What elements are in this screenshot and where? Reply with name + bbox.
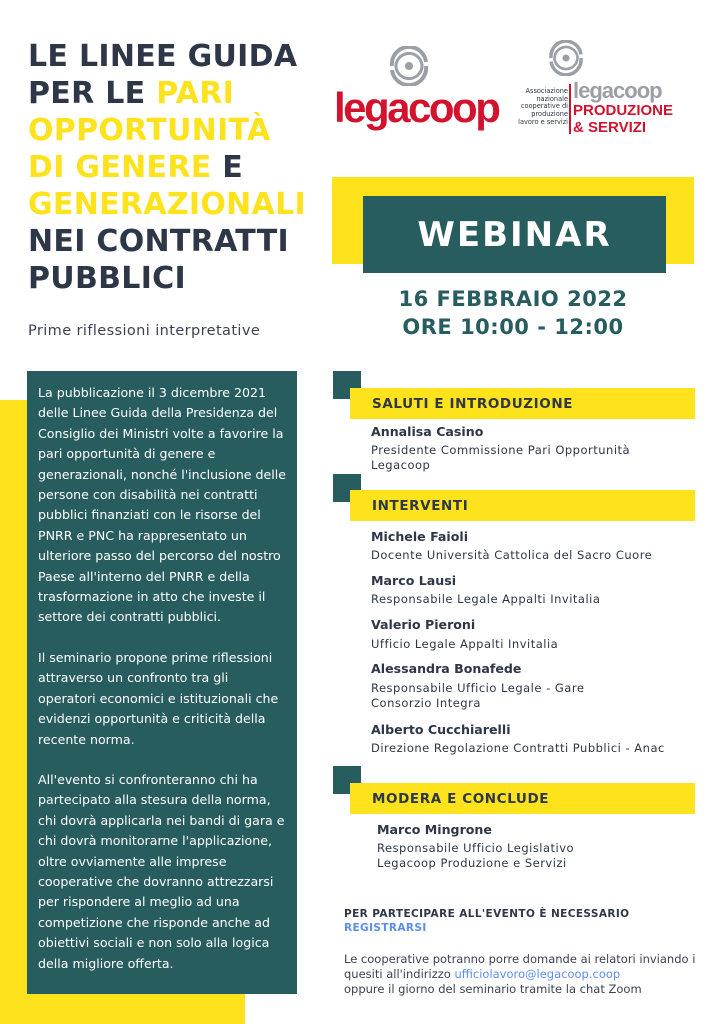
legacoop-ps-logo-produzione: PRODUZIONE & SERVIZI xyxy=(573,102,674,136)
title-line-4: DI GENERE E xyxy=(28,150,244,185)
speaker-name: Marco Mingrone xyxy=(377,822,492,837)
section-header-modera: MODERA E CONCLUDE xyxy=(350,783,695,814)
speaker-role: Direzione Regolazione Contratti Pubblici - Anac xyxy=(371,741,665,755)
legacoop-ps-swirl-icon xyxy=(544,40,588,76)
section-header-interventi: INTERVENTI xyxy=(350,490,695,521)
speaker-role: Responsabile Ufficio Legislativo Legacoop Produzione e Servizi xyxy=(377,841,575,870)
questions-note: Le cooperative potranno porre domande ai relatori inviando i quesiti all'indirizzo ufficiolavoro@legacoop.coop oppure il giorno del seminario tramite la chat Zoom xyxy=(344,952,696,996)
description-paragraph-3: All'evento si confronteranno chi ha partecipato alla stesura della norma, chi dovrà applicarla nei bandi di gara e chi dovrà monitorarne l'applicazione, oltre ovviamente alle imprese cooperative che dovranno attrezzarsi per rispondere al meglio ad una competizione che risponde anche ad obiettivi sociali e non solo alla logica della migliore offerta. xyxy=(38,771,285,971)
webinar-label: WEBINAR xyxy=(363,196,666,273)
speaker-role: Presidente Commissione Pari Opportunità Legacoop xyxy=(371,443,631,472)
speaker-name: Alberto Cucchiarelli xyxy=(371,722,511,737)
legacoop-swirl-icon xyxy=(384,46,434,86)
description-paragraph-1: La pubblicazione il 3 dicembre 2021 delle Linee Guida della Presidenza del Consiglio dei Ministri volte a favorire la pari opportunità di genere e generazionali, nonché l'inclusione delle persone con disabilità nei contratti pubblici finanziati con le risorse del PNRR e PNC ha rappresentato un ulteriore passo del percorso del nostro Paese all'interno del PNRR e della trasformazione in atto che investe il settore dei contratti pubblici. xyxy=(38,385,287,625)
speaker-name: Valerio Pieroni xyxy=(371,617,476,632)
section-header-saluti: SALUTI E INTRODUZIONE xyxy=(350,388,695,419)
title-line-3: OPPORTUNITÀ xyxy=(28,113,271,148)
speaker-role: Responsabile Ufficio Legale - Gare Consorzio Integra xyxy=(371,681,585,710)
event-datetime xyxy=(330,285,696,341)
title-line-6: NEI CONTRATTI xyxy=(28,224,289,259)
title-line-5: GENERAZIONALI xyxy=(28,187,306,222)
subtitle: Prime riflessioni interpretative xyxy=(28,323,261,339)
speaker-role: Ufficio Legale Appalti Invitalia xyxy=(371,637,559,651)
speaker-name: Annalisa Casino xyxy=(371,424,484,439)
speaker-name: Alessandra Bonafede xyxy=(371,661,522,676)
association-caption: Associazione nazionale cooperative di produzione lavoro e servizi xyxy=(518,87,568,126)
legacoop-ps-logo-word: legacoop xyxy=(573,78,662,103)
event-time: ORE 10:00 - 12:00 xyxy=(402,315,624,339)
event-date: 16 FEBBRAIO 2022 xyxy=(398,287,628,311)
description-text xyxy=(38,383,288,994)
speaker-name: Marco Lausi xyxy=(371,573,457,588)
speaker-role: Docente Università Cattolica del Sacro Cuore xyxy=(371,548,653,562)
description-paragraph-2: Il seminario propone prime riflessioni attraverso un confronto tra gli operatori economici e istituzionali che evidenzi opportunità e criticità della recente norma. xyxy=(38,649,279,747)
register-link[interactable]: REGISTRARSI xyxy=(344,922,427,934)
email-link[interactable]: ufficiolavoro@legacoop.coop xyxy=(454,967,621,981)
title-line-1: LE LINEE GUIDA xyxy=(28,39,298,74)
event-title xyxy=(28,38,328,297)
speaker-role: Responsabile Legale Appalti Invitalia xyxy=(371,592,601,606)
logo-divider xyxy=(569,84,571,134)
registration-note: PER PARTECIPARE ALL'EVENTO È NECESSARIO xyxy=(344,908,630,920)
title-line-2: PER LE PARI xyxy=(28,76,235,111)
speaker-name: Michele Faioli xyxy=(371,529,469,544)
legacoop-logo: legacoop xyxy=(334,84,499,131)
title-line-7: PUBBLICI xyxy=(28,261,186,296)
